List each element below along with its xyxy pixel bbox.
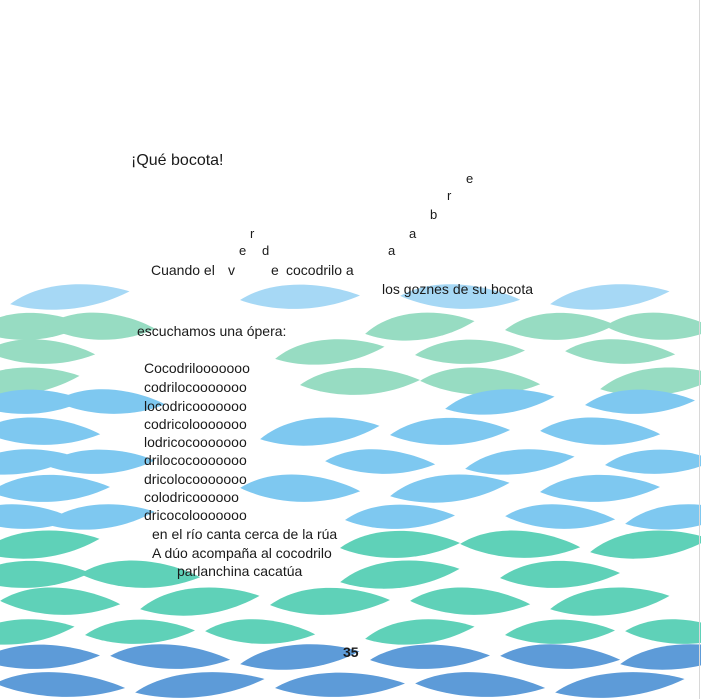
wave-shape [549,280,670,313]
page-number: 35 [343,644,359,660]
rising-letter: b [430,207,438,222]
song-line: codricolooooooo [144,416,247,432]
wave-shape [240,285,360,309]
wave-shape [370,645,490,669]
wave-shape [554,668,685,699]
wave-shape [415,340,525,364]
ending-line: A dúo acompaña al cocodrilo [152,545,332,561]
wave-shape [0,527,101,562]
wave-shape [270,588,390,615]
page-title: ¡Qué bocota! [131,152,224,169]
wave-shape [139,584,261,619]
wave-shape [625,616,701,648]
arc-letter: r [250,226,255,241]
wave-shape [0,414,101,449]
song-line: Cocodrilooooooo [144,360,250,376]
song-line: dricocolooooooo [144,507,247,523]
wave-shape [585,390,695,414]
wave-shape [274,336,385,368]
song-line: locodricooooooo [144,398,247,414]
wave-shape [505,620,615,644]
wave-shape [364,309,476,344]
song-line: colodricoooooo [144,489,239,505]
wave-shape [619,640,701,673]
wave-shape [300,368,420,395]
wave-shape [134,668,265,699]
wave-shape [549,584,671,619]
arc-letter: e [239,243,247,258]
wave-shape [275,673,405,697]
wave-shape [624,501,701,533]
arc-letter: d [262,243,270,258]
wave-shape [325,446,436,478]
wave-shape [85,620,195,644]
wave-shape [459,527,581,562]
wave-shape [415,668,546,699]
wave-shape [339,557,461,592]
wave-shape [0,616,75,648]
rising-letter: r [447,188,452,203]
line1-before: Cuando el [151,262,215,278]
wave-shape [364,616,475,648]
wave-shape [505,313,615,340]
wave-shape [505,501,616,533]
wave-shape [605,450,701,474]
wave-shape [565,336,676,368]
rising-letter: e [466,171,474,186]
song-line: drilococooooooo [144,452,247,468]
rising-letter: a [409,226,417,241]
wave-shape [464,446,575,478]
line2: los goznes de su bocota [382,281,533,297]
ending-line: parlanchina cacatúa [177,563,303,579]
song-line: lodricocooooooo [144,434,247,450]
rising-letter: a [388,243,396,258]
ending-line: en el río canta cerca de la rúa [152,526,338,542]
line3: escuchamos una ópera: [137,323,287,339]
wave-shape [500,561,620,588]
wave-shape [239,471,361,506]
wave-shape [389,471,511,506]
song-line: codrilocooooooo [144,379,247,395]
wave-shape [0,668,126,699]
line1-v: v [228,262,235,278]
wave-shape [9,280,130,313]
wave-shape [340,531,460,558]
wave-shape [0,645,100,669]
wave-shape [0,336,96,368]
line1-e: e [271,262,279,278]
wave-shape [0,584,121,619]
wave-shape [44,501,155,533]
wave-shape [539,414,661,449]
wave-shape [500,640,621,673]
wave-shape [345,505,455,529]
wave-shape [589,527,701,562]
wave-shape [0,475,110,502]
wave-shape [390,418,510,445]
wave-shape [409,584,531,619]
wave-shape [540,475,660,502]
wave-shape [110,640,231,673]
wave-shape [205,616,316,648]
line1-after: cocodrilo a [286,262,354,278]
wave-shape [604,309,701,344]
wave-shape [259,414,381,449]
song-line: dricolocooooooo [144,471,247,487]
wave-shape [0,561,90,588]
